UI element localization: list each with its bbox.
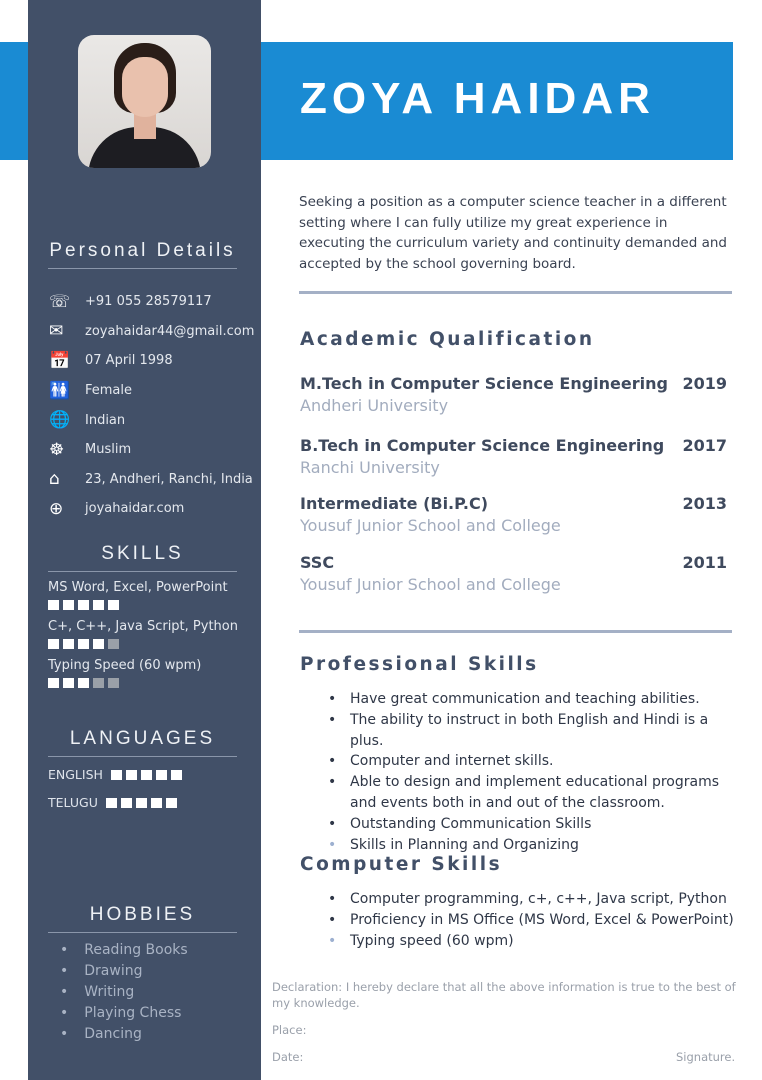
- date-label: Date:: [272, 1050, 304, 1064]
- personal-detail-text: 07 April 1998: [85, 353, 173, 369]
- language-item: [48, 767, 182, 782]
- professional-skill-item: • Computer and internet skills.: [328, 751, 734, 772]
- hobbies-list: [60, 942, 188, 1047]
- personal-detail-text: +91 055 28579117: [85, 294, 212, 310]
- level-dot: [63, 678, 74, 688]
- calendar-icon: 📅: [49, 350, 71, 371]
- skill-label: C+, C++, Java Script, Python: [48, 619, 238, 634]
- skill-item: [48, 658, 201, 688]
- level-dots: [48, 678, 201, 688]
- institution: Yousuf Junior School and College: [300, 575, 561, 594]
- degree: SSC: [300, 553, 335, 572]
- sidebar: [28, 0, 261, 1080]
- institution: Andheri University: [300, 396, 449, 415]
- personal-detail-item: [48, 494, 254, 524]
- skill-label: MS Word, Excel, PowerPoint: [48, 580, 228, 595]
- level-dots: [48, 600, 228, 610]
- level-dots: [106, 798, 177, 808]
- personal-detail-item: [48, 287, 254, 317]
- hobby-item: • Dancing: [60, 1026, 188, 1047]
- level-dot: [63, 639, 74, 649]
- language-label: TELUGU: [48, 795, 98, 810]
- place-label: Place:: [272, 1023, 307, 1037]
- skill-item: [48, 619, 238, 649]
- gender-icon: 🚻: [49, 380, 71, 401]
- level-dot: [93, 600, 104, 610]
- personal-details-list: [48, 287, 254, 524]
- qualification-item: [300, 436, 727, 477]
- languages-heading: LANGUAGES: [48, 728, 237, 757]
- mail-icon: ✉: [49, 321, 64, 342]
- level-dot: [108, 639, 119, 649]
- level-dot: [111, 770, 122, 780]
- personal-detail-text: Muslim: [85, 442, 132, 458]
- qualification-item: [300, 494, 727, 535]
- level-dot: [141, 770, 152, 780]
- divider: [299, 291, 732, 294]
- level-dot: [106, 798, 117, 808]
- professional-skill-item: • Skills in Planning and Organizing: [328, 835, 734, 856]
- level-dot: [151, 798, 162, 808]
- professional-skills-heading: Professional Skills: [300, 654, 539, 675]
- personal-detail-item: [48, 346, 254, 376]
- web-icon: ⊕: [49, 498, 64, 519]
- personal-detail-item: [48, 435, 254, 465]
- level-dot: [48, 639, 59, 649]
- level-dot: [156, 770, 167, 780]
- year: 2011: [682, 553, 727, 572]
- professional-skills-list: [328, 689, 734, 855]
- professional-skill-item: • Have great communication and teaching abilities.: [328, 689, 734, 710]
- professional-skill-item: • Outstanding Communication Skills: [328, 814, 734, 835]
- qualification-item: [300, 374, 727, 415]
- skill-label: Typing Speed (60 wpm): [48, 658, 202, 673]
- phone-icon: ☏: [49, 291, 71, 312]
- level-dot: [63, 600, 74, 610]
- level-dot: [108, 678, 119, 688]
- declaration: Declaration: I hereby declare that all the above information is true to the best of my knowledge.: [272, 980, 736, 1010]
- level-dot: [121, 798, 132, 808]
- personal-detail-text: Female: [85, 383, 133, 399]
- personal-detail-item: [48, 405, 254, 435]
- skills-heading: SKILLS: [48, 543, 237, 572]
- year: 2017: [682, 436, 727, 455]
- qualification-row: [300, 374, 727, 393]
- professional-skill-item: • Able to design and implement educational programs and events both in and out of the classroom.: [328, 772, 734, 814]
- personal-detail-item: [48, 376, 254, 406]
- personal-detail-text: zoyahaidar44@gmail.com: [85, 323, 255, 339]
- level-dot: [78, 639, 89, 649]
- level-dot: [93, 639, 104, 649]
- religion-icon: ☸: [49, 439, 65, 460]
- computer-skills-list: [328, 889, 734, 951]
- level-dot: [78, 678, 89, 688]
- level-dot: [93, 678, 104, 688]
- level-dot: [166, 798, 177, 808]
- level-dot: [171, 770, 182, 780]
- hobby-item: • Writing: [60, 984, 188, 1005]
- year: 2019: [682, 374, 727, 393]
- level-dot: [126, 770, 137, 780]
- personal-detail-item: [48, 465, 254, 495]
- year: 2013: [682, 494, 727, 513]
- personal-details-heading: Personal Details: [48, 240, 237, 269]
- degree: M.Tech in Computer Science Engineering: [300, 374, 668, 393]
- personal-detail-text: Indian: [85, 412, 126, 428]
- level-dots: [111, 770, 182, 780]
- profile-photo: [78, 35, 211, 168]
- globe-stand-icon: 🌐: [49, 410, 71, 431]
- institution: Ranchi University: [300, 458, 440, 477]
- signature-label: Signature.: [676, 1050, 736, 1064]
- hobby-item: • Drawing: [60, 963, 188, 984]
- personal-detail-text: joyahaidar.com: [85, 501, 185, 517]
- level-dots: [48, 639, 238, 649]
- home-icon: ⌂: [49, 469, 60, 490]
- personal-detail-item: [48, 317, 254, 347]
- computer-skill-item: • Computer programming, c+, c++, Java script, Python: [328, 889, 734, 910]
- qualification-item: [300, 553, 727, 594]
- candidate-name: ZOYA HAIDAR: [300, 74, 655, 123]
- personal-detail-text: 23, Andheri, Ranchi, India: [85, 471, 253, 487]
- degree: B.Tech in Computer Science Engineering: [300, 436, 665, 455]
- institution: Yousuf Junior School and College: [300, 516, 561, 535]
- computer-skill-item: • Proficiency in MS Office (MS Word, Excel & PowerPoint): [328, 910, 734, 931]
- level-dot: [78, 600, 89, 610]
- qualification-row: [300, 494, 727, 513]
- level-dot: [136, 798, 147, 808]
- language-item: [48, 795, 177, 810]
- qualification-row: [300, 553, 727, 572]
- computer-skills-heading: Computer Skills: [300, 854, 503, 875]
- computer-skill-item: • Typing speed (60 wpm): [328, 931, 734, 952]
- career-objective: Seeking a position as a computer science teacher in a different setting where I can fully utilize my great experience in executing the curriculum variety and continuity demanded and accepted by the school governing board.: [299, 194, 727, 272]
- degree: Intermediate (Bi.P.C): [300, 494, 489, 513]
- hobbies-heading: HOBBIES: [48, 904, 237, 933]
- level-dot: [48, 600, 59, 610]
- level-dot: [48, 678, 59, 688]
- divider: [299, 630, 732, 633]
- skill-item: [48, 580, 228, 610]
- hobby-item: • Reading Books: [60, 942, 188, 963]
- language-label: ENGLISH: [48, 767, 103, 782]
- qualification-row: [300, 436, 727, 455]
- academic-heading: Academic Qualification: [300, 329, 595, 350]
- professional-skill-item: • The ability to instruct in both English and Hindi is a plus.: [328, 710, 734, 752]
- hobby-item: • Playing Chess: [60, 1005, 188, 1026]
- level-dot: [108, 600, 119, 610]
